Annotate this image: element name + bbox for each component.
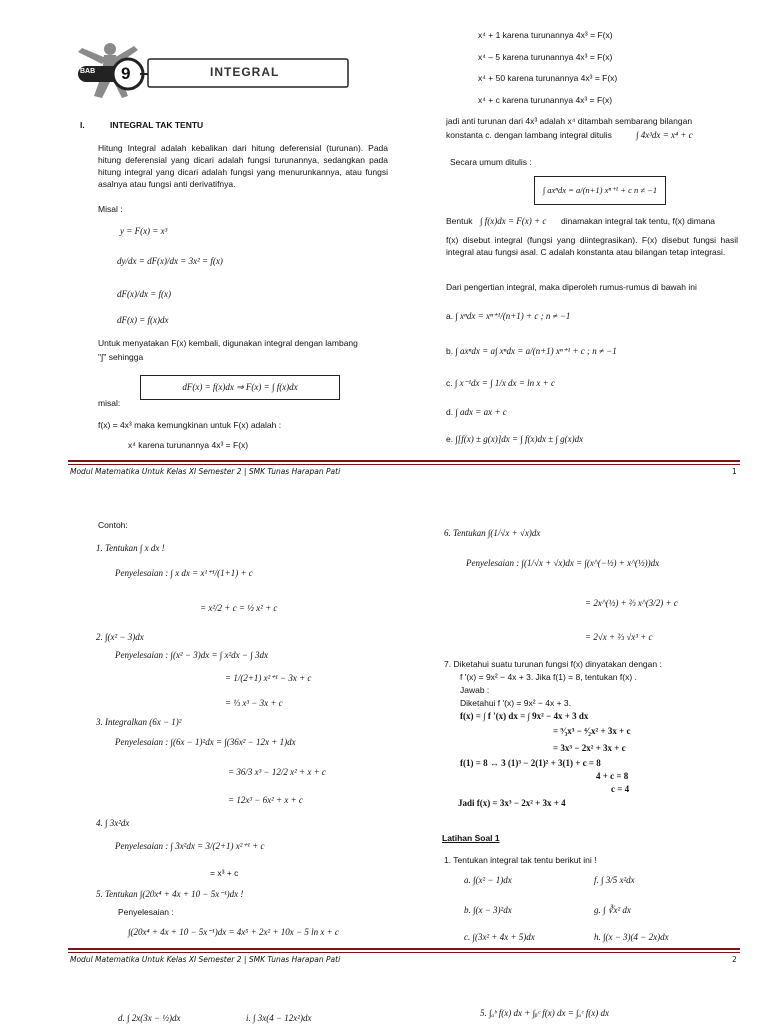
example-7-jawab: Jawab : <box>460 685 490 695</box>
sehingga-text: "∫" sehingga <box>98 352 144 362</box>
left-line-1: x⁴ karena turunannya 4x³ = F(x) <box>128 440 249 450</box>
page-number: 2 <box>732 955 737 964</box>
rule-b <box>446 346 617 357</box>
page-number: 1 <box>732 467 737 476</box>
rule-equation: ∫ axⁿdx = a∫ xⁿdx = a/(n+1) xⁿ⁺¹ + c ; n ≠ −1 <box>455 346 617 356</box>
example-4-step: = x³ + c <box>210 868 239 878</box>
bentuk-paragraph: f(x) disebut integral (fungsi yang diintegrasikan). F(x) disebut fungsi hasil integral atau fungsi asal. C adalah konstanta atau bilangan tetap integrasi. <box>446 235 738 257</box>
latihan-item-c: c. ∫(3x² + 4x + 5)dx <box>464 932 535 942</box>
rule-label: a. <box>446 311 454 321</box>
rule-equation: ∫ x⁻¹dx = ∫ 1/x dx = ln x + c <box>454 378 555 388</box>
footer-rule-top <box>68 460 740 462</box>
example-7-step5: 4 + c = 8 <box>596 771 629 781</box>
latihan-item-i: i. ∫ 3x(4 − 12x²)dx <box>246 1013 312 1023</box>
example-7-step6: c = 4 <box>611 784 630 794</box>
latihan-item-g: g. ∫ ∛x² dx <box>594 905 631 915</box>
bentuk-label: Bentuk <box>446 216 473 226</box>
example-7-step3: = 3x³ − 2x² + 3x + c <box>553 743 626 753</box>
rule-label: e. <box>446 434 454 444</box>
example-5-label: Penyelesaian : <box>118 907 174 917</box>
latihan-instruction: 1. Tentukan integral tak tentu berikut ini ! <box>444 855 597 865</box>
equation-2: dy/dx = dF(x)/dx = 3x² = f(x) <box>117 256 223 266</box>
example-7-result: Jadi f(x) = 3x³ − 2x² + 3x + 4 <box>458 798 566 808</box>
example-4-solution: Penyelesaian : ∫ 3x²dx = 3/(2+1) x²⁺¹ + c <box>115 841 265 851</box>
example-2-solution: Penyelesaian : ∫(x² − 3)dx = ∫ x²dx − ∫ 3dx <box>115 650 268 660</box>
example-4-question: 4. ∫ 3x²dx <box>96 818 130 828</box>
example-3-solution: Penyelesaian : ∫(6x − 1)²dx = ∫(36x² − 12x + 1)dx <box>115 737 296 747</box>
rule-equation: ∫ xⁿdx = xⁿ⁺¹/(n+1) + c ; n ≠ −1 <box>455 311 571 321</box>
section-title: INTEGRAL TAK TENTU <box>110 120 204 130</box>
bentuk-equation: ∫ f(x)dx = F(x) + c <box>480 216 547 226</box>
example-6-step1: = 2x^(½) + ⅔ x^(3/2) + c <box>585 598 678 608</box>
intro-paragraph: Hitung Integral adalah kebalikan dari hitung deferensial (turunan). Pada hitung deferensial yang dicari adalah fungsi turunannya, sedangkan pada hitung integral yang dicari adalah fungsi yang menurunkannya, atau fungsi asalnya atau fungsi anti derivatifnya. <box>98 143 388 189</box>
jadi-line-1: jadi anti turunan dari 4x³ adalah x⁴ ditambah sembarang bilangan <box>446 116 693 126</box>
rule-e <box>446 434 583 444</box>
example-7-step4: f(1) = 8 ↔ 3 (1)³ − 2(1)² + 3(1) + c = 8 <box>460 758 601 768</box>
general-formula-box: ∫ axⁿdx = a/(n+1) xⁿ⁺¹ + c n ≠ −1 <box>534 176 666 205</box>
example-5-result: ∫(20x⁴ + 4x + 10 − 5x⁻¹)dx = 4x⁵ + 2x² + 10x − 5 ln x + c <box>128 927 339 937</box>
footer-text: Modul Matematika Untuk Kelas XI Semester 2 | SMK Tunas Harapan Pati <box>70 467 341 476</box>
rule-label: c. <box>446 378 453 388</box>
example-2-step1: = 1/(2+1) x²⁺¹ − 3x + c <box>225 673 312 683</box>
equation-4: dF(x) = f(x)dx <box>117 315 169 325</box>
latihan-item-f: f. ∫ 3/5 x²dx <box>594 875 635 885</box>
example-1-step: = x²/2 + c = ½ x² + c <box>200 603 278 613</box>
definition-box: dF(x) = f(x)dx ⇒ F(x) = ∫ f(x)dx <box>140 375 340 400</box>
example-2-question: 2. ∫(x² − 3)dx <box>96 632 144 642</box>
footer-rule-top <box>68 948 740 950</box>
example-7-question: 7. Diketahui suatu turunan fungsi f(x) dinyatakan dengan : <box>444 659 662 669</box>
example-5-question: 5. Tentukan ∫(20x⁴ + 4x + 10 − 5x⁻¹)dx ! <box>96 889 244 899</box>
rule-c <box>446 378 555 389</box>
example-3-question: 3. Integralkan (6x − 1)² <box>96 717 182 727</box>
right-line-1: x⁴ + 1 karena turunannya 4x³ = F(x) <box>478 30 613 40</box>
example-3-step1: = 36/3 x³ − 12/2 x² + x + c <box>228 767 326 777</box>
example-6-step2: = 2√x + ⅔ √x³ + c <box>585 632 653 642</box>
example-7-diketahui: Diketahui f '(x) = 9x² − 4x + 3. <box>460 698 571 708</box>
latihan-item-a: a. ∫(x² − 1)dx <box>464 875 512 885</box>
rule-equation: ∫[f(x) ± g(x)]dx = ∫ f(x)dx ± ∫ g(x)dx <box>455 434 584 444</box>
equation-1: y = F(x) = x³ <box>120 226 168 236</box>
bentuk-text: dinamakan integral tak tentu, f(x) dimana <box>561 216 716 226</box>
rule-equation: ∫ adx = ax + c <box>455 407 507 417</box>
latihan-item-h: h. ∫(x − 3)(4 − 2x)dx <box>594 932 669 942</box>
footer-rule-bottom <box>68 952 740 953</box>
example-1-question: 1. Tentukan ∫ x dx ! <box>96 543 165 553</box>
rule-label: b. <box>446 346 454 356</box>
example-7-step2: = ⁹⁄₃x³ − ⁴⁄₂x² + 3x + c <box>553 726 631 736</box>
example-3-step2: = 12x³ − 6x² + x + c <box>228 795 303 805</box>
example-6-question: 6. Tentukan ∫(1/√x + √x)dx <box>444 528 541 538</box>
equation-3: dF(x)/dx = f(x) <box>117 289 172 299</box>
footer-rule-bottom <box>68 464 740 465</box>
example-6-solution: Penyelesaian : ∫(1/√x + √x)dx = ∫(x^(−½) + x^(½))dx <box>466 558 660 568</box>
chapter-bab-label: BAB <box>80 68 96 75</box>
contoh-label: Contoh: <box>98 520 128 530</box>
footer-text: Modul Matematika Untuk Kelas XI Semester 2 | SMK Tunas Harapan Pati <box>70 955 341 964</box>
rule-a <box>446 311 570 322</box>
chapter-title: INTEGRAL <box>210 65 280 79</box>
untuk-text: Untuk menyatakan F(x) kembali, digunakan integral dengan lambang <box>98 338 358 348</box>
example-2-step2: = ⅓ x³ − 3x + c <box>225 698 283 708</box>
example-7-step1: f(x) = ∫ f '(x) dx = ∫ 9x² − 4x + 3 dx <box>460 711 589 721</box>
latihan-item-d: d. ∫ 2x(3x − ½)dx <box>118 1013 181 1023</box>
example-7-given: f '(x) = 9x² − 4x + 3. Jika f(1) = 8, tentukan f(x) . <box>460 672 637 682</box>
right-line-2: x⁴ – 5 karena turunannya 4x³ = F(x) <box>478 52 613 62</box>
dari-text: Dari pengertian integral, maka diperoleh rumus-rumus di bawah ini <box>446 282 697 292</box>
misal2-label: misal: <box>98 398 121 408</box>
latihan-heading: Latihan Soal 1 <box>442 833 500 843</box>
section-number: I. <box>80 120 85 130</box>
rule-d <box>446 407 507 417</box>
property-5: 5. ∫ₐᵇ f(x) dx + ∫ᵦᶜ f(x) dx = ∫ₐᶜ f(x) dx <box>480 1008 609 1018</box>
jadi-equation: ∫ 4x³dx = x⁴ + c <box>636 130 693 140</box>
rule-label: d. <box>446 407 454 417</box>
jadi-line-2: konstanta c. dengan lambang integral ditulis <box>446 130 612 140</box>
right-line-3: x⁴ + 50 karena turunannya 4x³ = F(x) <box>478 73 618 83</box>
latihan-item-b: b. ∫(x − 3)²dx <box>464 905 512 915</box>
umum-label: Secara umum ditulis : <box>450 157 532 167</box>
example-1-solution: Penyelesaian : ∫ x dx = x¹⁺¹/(1+1) + c <box>115 568 253 578</box>
misal-label: Misal : <box>98 204 123 214</box>
chapter-number: 9 <box>121 64 131 83</box>
right-line-4: x⁴ + c karena turunannya 4x³ = F(x) <box>478 95 613 105</box>
fx-text: f(x) = 4x³ maka kemungkinan untuk F(x) adalah : <box>98 420 282 430</box>
